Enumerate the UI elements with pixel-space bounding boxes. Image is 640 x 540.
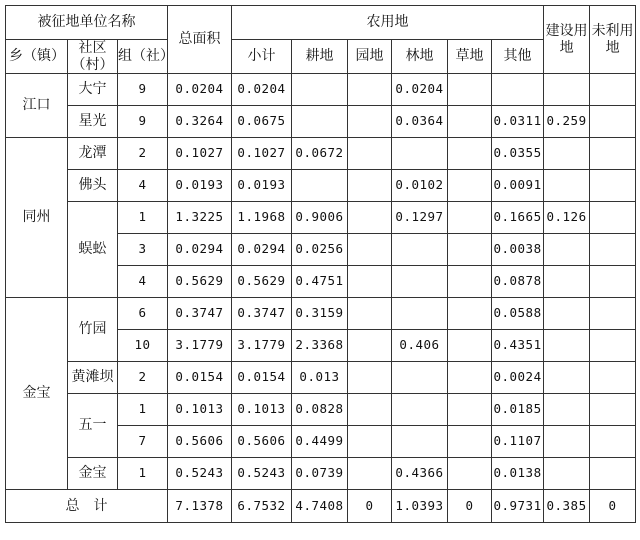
village-cell: 蜈蚣	[68, 202, 118, 298]
subtotal-cell: 3.1779	[232, 330, 292, 362]
construction-cell	[544, 362, 590, 394]
town-cell: 同州	[6, 138, 68, 298]
forest-cell: 1.0393	[392, 490, 448, 523]
total-cell: 0.5629	[168, 266, 232, 298]
unused-cell	[590, 234, 636, 266]
orchard-cell	[348, 298, 392, 330]
unused-cell	[590, 266, 636, 298]
village-cell: 星光	[68, 106, 118, 138]
group-cell: 7	[118, 426, 168, 458]
header-orchard: 园地	[348, 40, 392, 74]
table-row	[6, 202, 636, 234]
table-row	[6, 298, 636, 330]
other-cell: 0.0091	[492, 170, 544, 202]
cultivated-cell: 0.0672	[292, 138, 348, 170]
unused-cell	[590, 170, 636, 202]
unused-cell	[590, 362, 636, 394]
orchard-cell	[348, 362, 392, 394]
unused-cell	[590, 138, 636, 170]
forest-cell	[392, 138, 448, 170]
orchard-cell	[348, 394, 392, 426]
header-cultivated: 耕地	[292, 40, 348, 74]
construction-cell	[544, 458, 590, 490]
subtotal-cell: 0.0675	[232, 106, 292, 138]
subtotal-cell: 0.0294	[232, 234, 292, 266]
grass-cell	[448, 138, 492, 170]
total-label: 总计	[6, 490, 168, 523]
header-village: 社区（村）	[68, 40, 118, 74]
orchard-cell	[348, 170, 392, 202]
grass-cell	[448, 74, 492, 106]
cultivated-cell: 2.3368	[292, 330, 348, 362]
village-cell: 大宁	[68, 74, 118, 106]
cultivated-cell: 0.4751	[292, 266, 348, 298]
unused-cell	[590, 106, 636, 138]
header-total-area: 总面积	[168, 6, 232, 74]
total-cell: 0.1013	[168, 394, 232, 426]
other-cell: 0.4351	[492, 330, 544, 362]
unused-cell	[590, 74, 636, 106]
header-construction-land: 建设用地	[544, 6, 590, 74]
construction-cell	[544, 170, 590, 202]
table-row	[6, 106, 636, 138]
total-cell: 0.1027	[168, 138, 232, 170]
subtotal-cell: 1.1968	[232, 202, 292, 234]
header-row-2	[6, 40, 636, 74]
grass-cell	[448, 394, 492, 426]
other-cell: 0.0878	[492, 266, 544, 298]
total-cell: 0.0193	[168, 170, 232, 202]
cultivated-cell: 0.4499	[292, 426, 348, 458]
total-cell: 0.0154	[168, 362, 232, 394]
grass-cell	[448, 170, 492, 202]
orchard-cell	[348, 106, 392, 138]
group-cell: 9	[118, 106, 168, 138]
subtotal-cell: 0.1027	[232, 138, 292, 170]
cultivated-cell: 0.9006	[292, 202, 348, 234]
table-row	[6, 170, 636, 202]
total-cell: 0.3264	[168, 106, 232, 138]
construction-cell	[544, 266, 590, 298]
orchard-cell	[348, 138, 392, 170]
total-row	[6, 490, 636, 523]
unused-cell	[590, 330, 636, 362]
cultivated-cell: 0.0256	[292, 234, 348, 266]
forest-cell: 0.406	[392, 330, 448, 362]
construction-cell	[544, 138, 590, 170]
village-cell: 黄滩坝	[68, 362, 118, 394]
orchard-cell	[348, 202, 392, 234]
group-cell: 2	[118, 138, 168, 170]
village-cell: 金宝	[68, 458, 118, 490]
unused-cell	[590, 394, 636, 426]
construction-cell: 0.259	[544, 106, 590, 138]
group-cell: 4	[118, 266, 168, 298]
orchard-cell	[348, 266, 392, 298]
grass-cell	[448, 362, 492, 394]
group-cell: 4	[118, 170, 168, 202]
header-township: 乡（镇）	[6, 40, 68, 74]
cultivated-cell: 4.7408	[292, 490, 348, 523]
unused-cell	[590, 426, 636, 458]
orchard-cell	[348, 234, 392, 266]
subtotal-cell: 0.5243	[232, 458, 292, 490]
village-cell: 竹园	[68, 298, 118, 362]
grass-cell	[448, 234, 492, 266]
village-cell: 佛头	[68, 170, 118, 202]
table-row	[6, 74, 636, 106]
land-acquisition-sheet	[5, 5, 636, 523]
grass-cell	[448, 106, 492, 138]
forest-cell: 0.0102	[392, 170, 448, 202]
forest-cell: 0.0204	[392, 74, 448, 106]
land-acquisition-table	[5, 5, 636, 523]
cultivated-cell	[292, 106, 348, 138]
unused-cell: 0	[590, 490, 636, 523]
grass-cell	[448, 458, 492, 490]
construction-cell	[544, 234, 590, 266]
total-cell: 0.3747	[168, 298, 232, 330]
group-cell: 1	[118, 458, 168, 490]
cultivated-cell: 0.013	[292, 362, 348, 394]
forest-cell	[392, 234, 448, 266]
forest-cell: 0.0364	[392, 106, 448, 138]
other-cell: 0.0185	[492, 394, 544, 426]
header-group: 组（社）	[118, 40, 168, 74]
header-row-1	[6, 6, 636, 40]
unused-cell	[590, 458, 636, 490]
header-unused-land: 未利用地	[590, 6, 636, 74]
other-cell: 0.1107	[492, 426, 544, 458]
other-cell: 0.0024	[492, 362, 544, 394]
table-row	[6, 458, 636, 490]
cultivated-cell	[292, 170, 348, 202]
group-cell: 10	[118, 330, 168, 362]
grass-cell	[448, 298, 492, 330]
construction-cell	[544, 298, 590, 330]
construction-cell	[544, 426, 590, 458]
group-cell: 9	[118, 74, 168, 106]
group-cell: 6	[118, 298, 168, 330]
other-cell: 0.1665	[492, 202, 544, 234]
total-cell: 7.1378	[168, 490, 232, 523]
group-cell: 2	[118, 362, 168, 394]
header-grassland: 草地	[448, 40, 492, 74]
table-row	[6, 138, 636, 170]
subtotal-cell: 0.5629	[232, 266, 292, 298]
cultivated-cell: 0.3159	[292, 298, 348, 330]
village-cell: 五一	[68, 394, 118, 458]
construction-cell: 0.385	[544, 490, 590, 523]
unused-cell	[590, 298, 636, 330]
orchard-cell	[348, 330, 392, 362]
orchard-cell	[348, 458, 392, 490]
header-subtotal: 小计	[232, 40, 292, 74]
forest-cell	[392, 362, 448, 394]
construction-cell	[544, 74, 590, 106]
subtotal-cell: 0.3747	[232, 298, 292, 330]
orchard-cell	[348, 74, 392, 106]
forest-cell	[392, 298, 448, 330]
unused-cell	[590, 202, 636, 234]
town-cell: 金宝	[6, 298, 68, 490]
subtotal-cell: 0.5606	[232, 426, 292, 458]
other-cell: 0.0138	[492, 458, 544, 490]
total-cell: 0.0204	[168, 74, 232, 106]
cultivated-cell: 0.0828	[292, 394, 348, 426]
forest-cell: 0.4366	[392, 458, 448, 490]
orchard-cell	[348, 426, 392, 458]
total-cell: 3.1779	[168, 330, 232, 362]
group-cell: 1	[118, 394, 168, 426]
table-row	[6, 362, 636, 394]
grass-cell	[448, 426, 492, 458]
grass-cell: 0	[448, 490, 492, 523]
forest-cell	[392, 394, 448, 426]
group-cell: 3	[118, 234, 168, 266]
grass-cell	[448, 266, 492, 298]
town-cell: 江口	[6, 74, 68, 138]
other-cell: 0.0311	[492, 106, 544, 138]
forest-cell	[392, 266, 448, 298]
grass-cell	[448, 330, 492, 362]
other-cell: 0.0038	[492, 234, 544, 266]
cultivated-cell	[292, 74, 348, 106]
orchard-cell: 0	[348, 490, 392, 523]
cultivated-cell: 0.0739	[292, 458, 348, 490]
total-cell: 0.0294	[168, 234, 232, 266]
forest-cell	[392, 426, 448, 458]
forest-cell: 0.1297	[392, 202, 448, 234]
header-farmland: 农用地	[232, 6, 544, 40]
construction-cell: 0.126	[544, 202, 590, 234]
total-cell: 1.3225	[168, 202, 232, 234]
total-cell: 0.5243	[168, 458, 232, 490]
header-unit-name: 被征地单位名称	[6, 6, 168, 40]
header-other: 其他	[492, 40, 544, 74]
other-cell: 0.0355	[492, 138, 544, 170]
other-cell	[492, 74, 544, 106]
subtotal-cell: 0.1013	[232, 394, 292, 426]
subtotal-cell: 0.0154	[232, 362, 292, 394]
other-cell: 0.0588	[492, 298, 544, 330]
group-cell: 1	[118, 202, 168, 234]
header-forest: 林地	[392, 40, 448, 74]
subtotal-cell: 0.0204	[232, 74, 292, 106]
subtotal-cell: 6.7532	[232, 490, 292, 523]
other-cell: 0.9731	[492, 490, 544, 523]
village-cell: 龙潭	[68, 138, 118, 170]
construction-cell	[544, 330, 590, 362]
grass-cell	[448, 202, 492, 234]
subtotal-cell: 0.0193	[232, 170, 292, 202]
table-row	[6, 394, 636, 426]
total-cell: 0.5606	[168, 426, 232, 458]
construction-cell	[544, 394, 590, 426]
